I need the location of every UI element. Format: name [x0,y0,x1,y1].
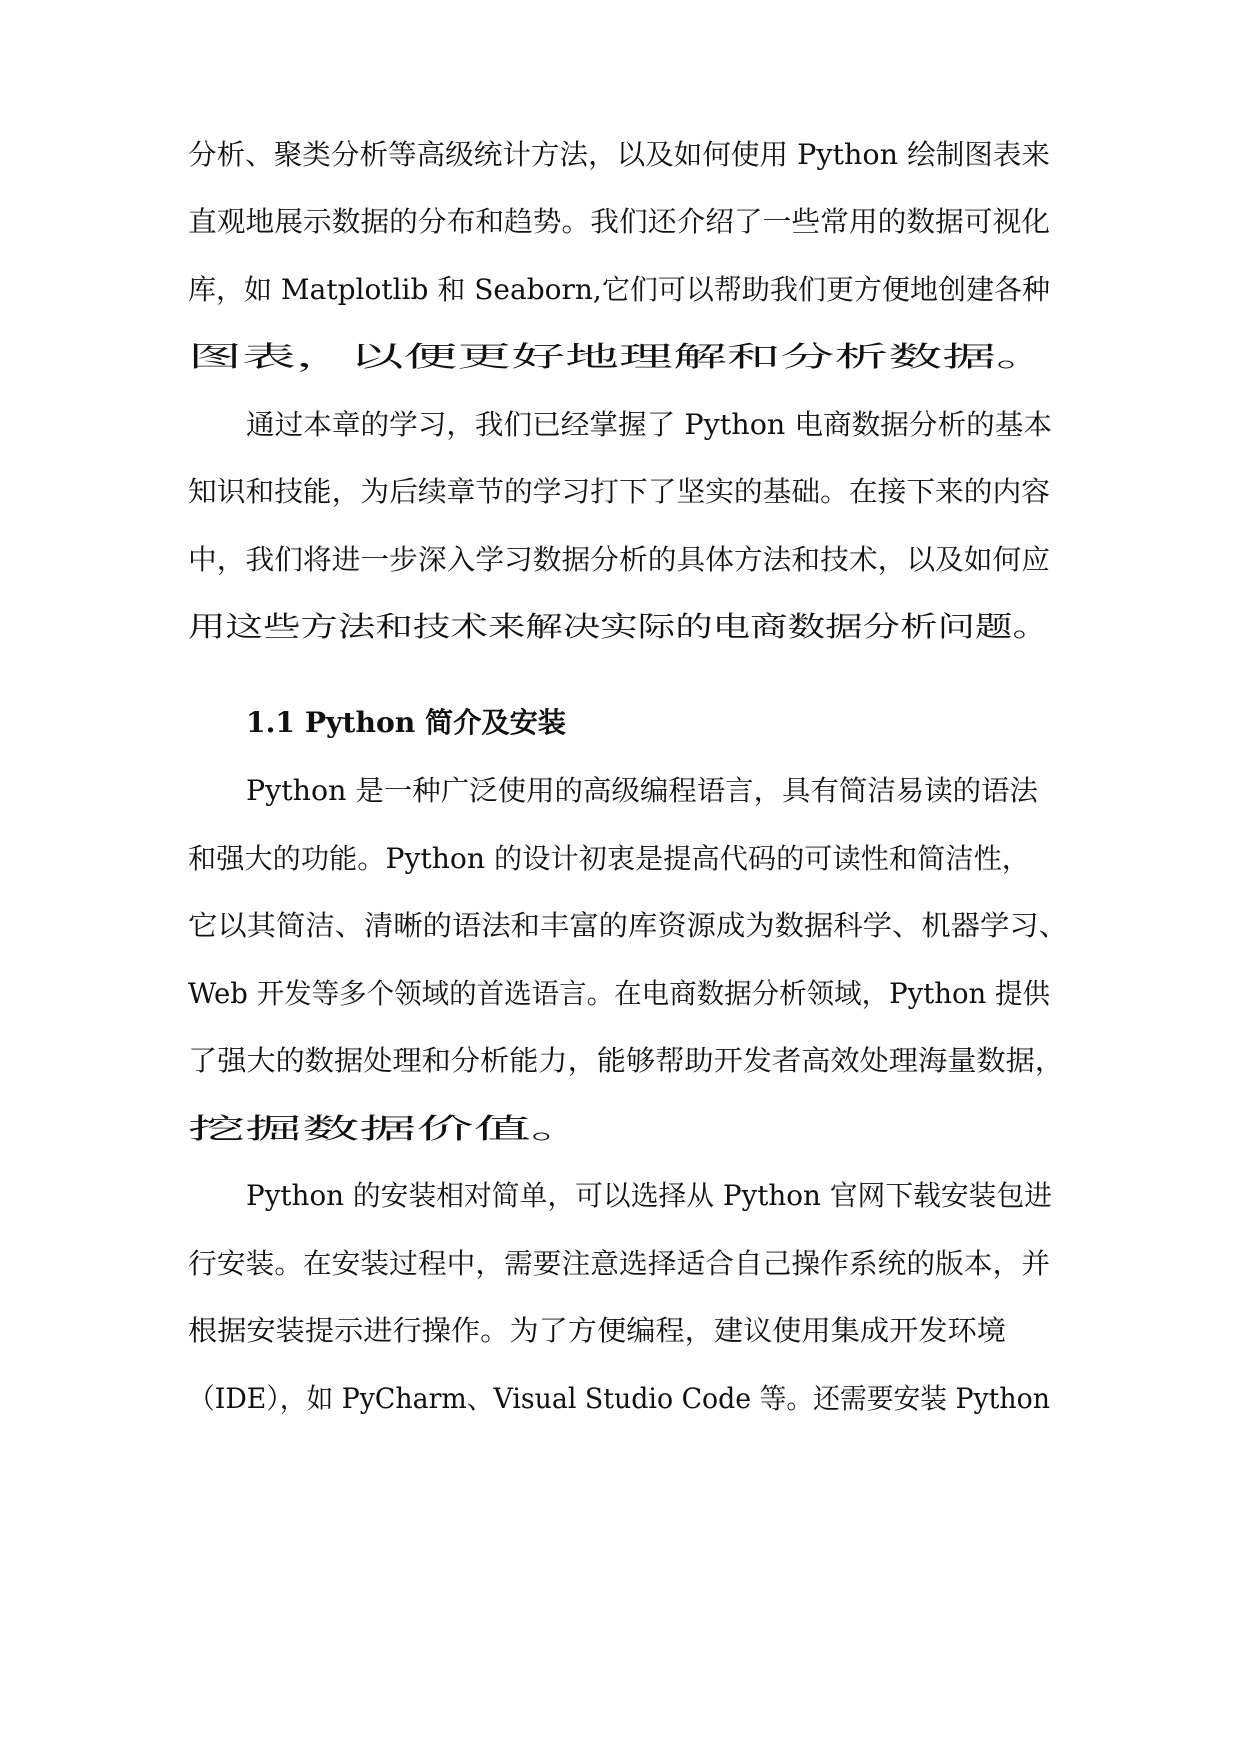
text-line: 图表，以便更好地理解和分析数据。 [188,340,1050,373]
text-line: 库，如 Matplotlib 和 Seaborn,它们可以帮助我们更方便地创建各种 [188,273,1050,306]
text-line: Python 的安装相对简单，可以选择从 Python 官网下载安装包进 [246,1179,1052,1212]
text-line: Web 开发等多个领域的首选语言。在电商数据分析领域，Python 提供 [188,977,1050,1010]
text-line: Python 是一种广泛使用的高级编程语言，具有简洁易读的语法 [246,774,1038,807]
section-heading: 1.1 Python 简介及安装 [246,706,566,739]
text-line: 知识和技能，为后续章节的学习打下了坚实的基础。在接下来的内容 [188,475,1050,508]
text-line: 了强大的数据处理和分析能力，能够帮助开发者高效处理海量数据， [188,1044,1064,1077]
text-line: 分析、聚类分析等高级统计方法，以及如何使用 Python 绘制图表来 [188,138,1050,171]
text-line: 根据安装提示进行操作。为了方便编程，建议使用集成开发环境 [188,1314,1006,1347]
text-line: 它以其简洁、清晰的语法和丰富的库资源成为数据科学、机器学习、 [188,909,1068,942]
text-line: 和强大的功能。Python 的设计初衷是提高代码的可读性和简洁性， [188,842,1030,875]
text-line: （IDE），如 PyCharm、Visual Studio Code 等。还需要安装 Python [188,1382,1050,1415]
text-line: 挖掘数据价值。 [188,1112,588,1145]
text-line: 中，我们将进一步深入学习数据分析的具体方法和技术，以及如何应 [188,543,1050,576]
text-line: 用这些方法和技术来解决实际的电商数据分析问题。 [188,610,1050,643]
text-line: 行安装。在安装过程中，需要注意选择适合自己操作系统的版本，并 [188,1247,1050,1280]
text-line: 直观地展示数据的分布和趋势。我们还介绍了一些常用的数据可视化 [188,205,1050,238]
text-line: 通过本章的学习，我们已经掌握了 Python 电商数据分析的基本 [246,408,1052,441]
